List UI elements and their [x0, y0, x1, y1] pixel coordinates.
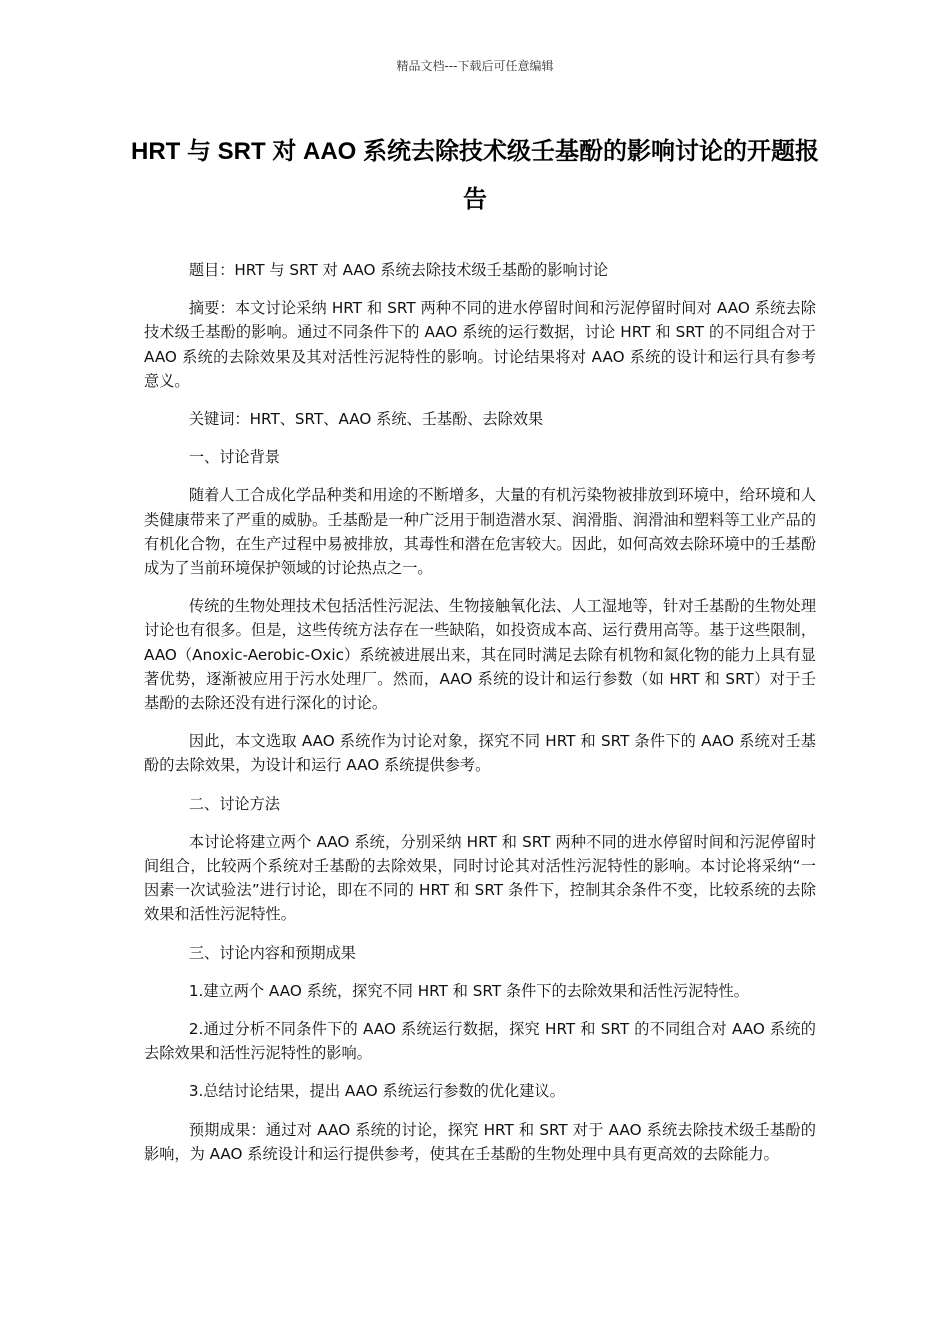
- paragraph-keywords: 关键词：HRT、SRT、AAO 系统、壬基酚、去除效果: [188, 410, 544, 429]
- paragraph-topic: 题目：HRT 与 SRT 对 AAO 系统去除技术级壬基酚的影响讨论: [188, 261, 609, 279]
- paragraph: 因此，本文选取 AAO 系统作为讨论对象，探究不同 HRT 和 SRT 条件下的 AAO 系统对壬基酚的去除效果，为设计和运行 AAO 系统提供参考。: [144, 732, 816, 775]
- list-item: 1.建立两个 AAO 系统，探究不同 HRT 和 SRT 条件下的去除效果和活性污泥特性。: [188, 981, 749, 1000]
- document-title: HRT 与 SRT 对 AAO 系统去除技术级壬基酚的影响讨论的开题报告: [131, 138, 819, 213]
- list-item: 2.通过分析不同条件下的 AAO 系统运行数据，探究 HRT 和 SRT 的不同组合对 AAO 系统的去除效果和活性污泥特性的影响。: [144, 1020, 816, 1063]
- list-item: 3.总结讨论结果，提出 AAO 系统运行参数的优化建议。: [188, 1082, 565, 1101]
- header-note: 精品文档---下载后可任意编辑: [396, 59, 554, 73]
- section-heading-content: 三、讨论内容和预期成果: [188, 943, 356, 962]
- paragraph-abstract: 摘要：本文讨论采纳 HRT 和 SRT 两种不同的进水停留时间和污泥停留时间对 AAO 系统去除技术级壬基酚的影响。通过不同条件下的 AAO 系统的运行数据，讨论 HRT 和 SRT 的不同组合对于 AAO 系统的去除效果及其对活性污泥特性的影响。讨论结果将对 AAO 系统的设计和运行具有参考意义。: [144, 299, 816, 390]
- document-body: [144, 258, 816, 1180]
- section-heading-background: 一、讨论背景: [188, 448, 280, 467]
- paragraph-expected-results: 预期成果：通过对 AAO 系统的讨论，探究 HRT 和 SRT 对于 AAO 系统去除技术级壬基酚的影响，为 AAO 系统设计和运行提供参考，使其在壬基酚的生物处理中具有更高效的去除能力。: [144, 1120, 816, 1163]
- paragraph: 本讨论将建立两个 AAO 系统，分别采纳 HRT 和 SRT 两种不同的进水停留时间和污泥停留时间组合，比较两个系统对壬基酚的去除效果，同时讨论其对活性污泥特性的影响。本讨论将采纳“一因素一次试验法”进行讨论，即在不同的 HRT 和 SRT 条件下，控制其余条件不变，比较系统的去除效果和活性污泥特性。: [144, 832, 816, 924]
- paragraph: 传统的生物处理技术包括活性污泥法、生物接触氧化法、人工湿地等，针对壬基酚的生物处理讨论也有很多。但是，这些传统方法存在一些缺陷，如投资成本高、运行费用高等。基于这些限制，AAO（Anoxic-Aerobic-Oxic）系统被进展出来，其在同时满足去除有机物和氮化物的能力上具有显著优势，逐渐被应用于污水处理厂。然而，AAO 系统的设计和运行参数（如 HRT 和 SRT）对于壬基酚的去除还没有进行深化的讨论。: [144, 597, 816, 713]
- paragraph: 随着人工合成化学品种类和用途的不断增多，大量的有机污染物被排放到环境中，给环境和人类健康带来了严重的威胁。壬基酚是一种广泛用于制造潜水泵、润滑脂、润滑油和塑料等工业产品的有机化合物，在生产过程中易被排放，其毒性和潜在危害较大。因此，如何高效去除环境中的壬基酚成为了当前环境保护领域的讨论热点之一。: [144, 486, 816, 578]
- section-heading-methods: 二、讨论方法: [188, 794, 280, 813]
